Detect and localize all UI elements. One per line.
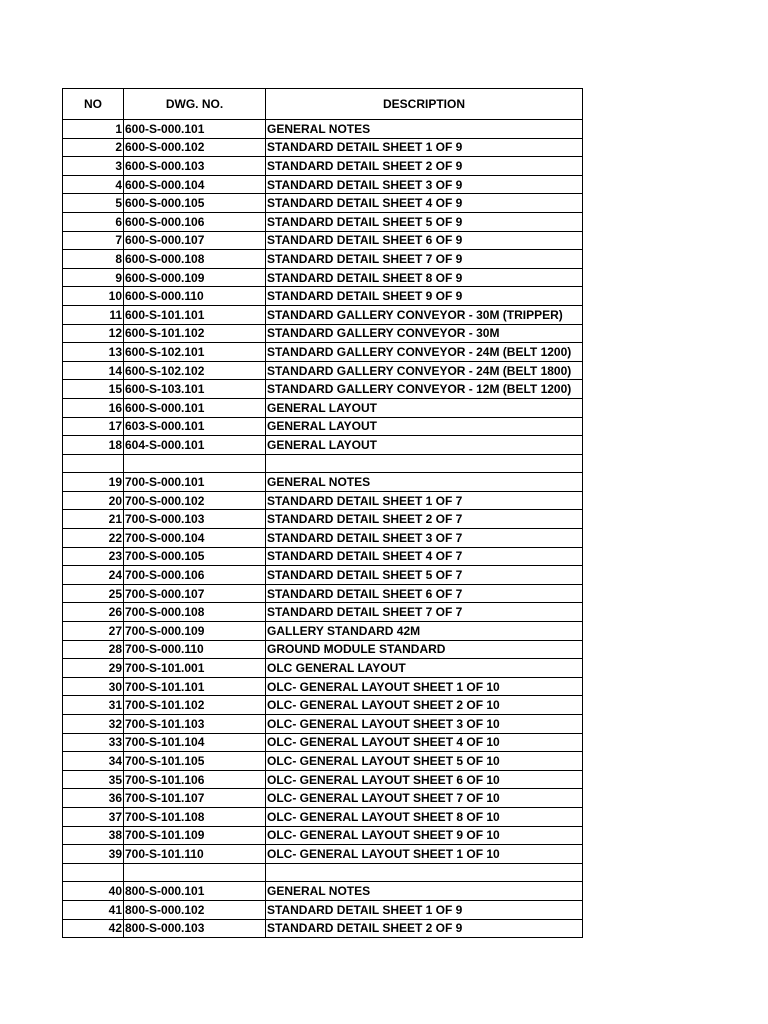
header-description: DESCRIPTION bbox=[266, 89, 583, 120]
table-row bbox=[63, 491, 583, 510]
drawing-description: STANDARD GALLERY CONVEYOR - 12M (BELT 1200) bbox=[266, 380, 583, 399]
drawing-number: 700-S-101.103 bbox=[124, 715, 266, 734]
drawing-description: STANDARD DETAIL SHEET 5 OF 9 bbox=[266, 212, 583, 231]
drawing-description: STANDARD DETAIL SHEET 1 OF 9 bbox=[266, 900, 583, 919]
drawing-number: 600-S-000.102 bbox=[124, 138, 266, 157]
drawing-description: STANDARD DETAIL SHEET 3 OF 9 bbox=[266, 175, 583, 194]
table-row bbox=[63, 398, 583, 417]
table-row bbox=[63, 324, 583, 343]
table-row bbox=[63, 473, 583, 492]
drawing-number: 600-S-000.107 bbox=[124, 231, 266, 250]
drawing-number: 600-S-000.109 bbox=[124, 268, 266, 287]
drawing-description: OLC- GENERAL LAYOUT SHEET 9 OF 10 bbox=[266, 826, 583, 845]
row-number: 9 bbox=[63, 268, 124, 287]
drawing-number: 600-S-101.102 bbox=[124, 324, 266, 343]
row-number: 8 bbox=[63, 250, 124, 269]
table-row bbox=[63, 120, 583, 139]
row-number: 30 bbox=[63, 677, 124, 696]
table-row bbox=[63, 715, 583, 734]
table-row bbox=[63, 622, 583, 641]
drawing-number: 700-S-000.104 bbox=[124, 529, 266, 548]
drawing-description: STANDARD DETAIL SHEET 8 OF 9 bbox=[266, 268, 583, 287]
drawing-number bbox=[124, 863, 266, 882]
drawing-description: GENERAL LAYOUT bbox=[266, 417, 583, 436]
row-number: 37 bbox=[63, 807, 124, 826]
drawing-description: OLC- GENERAL LAYOUT SHEET 3 OF 10 bbox=[266, 715, 583, 734]
drawing-description: STANDARD GALLERY CONVEYOR - 24M (BELT 1800) bbox=[266, 361, 583, 380]
drawing-number bbox=[124, 454, 266, 473]
row-number: 1 bbox=[63, 120, 124, 139]
table-row bbox=[63, 231, 583, 250]
row-number: 11 bbox=[63, 305, 124, 324]
table-row bbox=[63, 770, 583, 789]
drawing-description: GENERAL NOTES bbox=[266, 473, 583, 492]
drawing-number: 700-S-101.110 bbox=[124, 845, 266, 864]
drawing-description bbox=[266, 454, 583, 473]
drawing-description: GENERAL NOTES bbox=[266, 120, 583, 139]
row-number: 26 bbox=[63, 603, 124, 622]
table-row bbox=[63, 882, 583, 901]
row-number: 10 bbox=[63, 287, 124, 306]
drawing-number: 600-S-000.110 bbox=[124, 287, 266, 306]
table-row bbox=[63, 250, 583, 269]
table-row bbox=[63, 175, 583, 194]
table-row bbox=[63, 194, 583, 213]
table-row bbox=[63, 696, 583, 715]
drawing-description: GENERAL NOTES bbox=[266, 882, 583, 901]
drawing-list-table bbox=[62, 88, 583, 938]
drawing-description: OLC- GENERAL LAYOUT SHEET 2 OF 10 bbox=[266, 696, 583, 715]
drawing-number: 700-S-000.107 bbox=[124, 584, 266, 603]
row-number: 39 bbox=[63, 845, 124, 864]
drawing-number: 700-S-000.102 bbox=[124, 491, 266, 510]
table-row bbox=[63, 584, 583, 603]
row-number: 38 bbox=[63, 826, 124, 845]
row-number: 19 bbox=[63, 473, 124, 492]
header-no: NO bbox=[63, 89, 124, 120]
table-row bbox=[63, 361, 583, 380]
drawing-description bbox=[266, 863, 583, 882]
table-row bbox=[63, 212, 583, 231]
drawing-description: OLC- GENERAL LAYOUT SHEET 8 OF 10 bbox=[266, 807, 583, 826]
header-row bbox=[63, 89, 583, 120]
table-row bbox=[63, 138, 583, 157]
row-number: 14 bbox=[63, 361, 124, 380]
drawing-description: STANDARD DETAIL SHEET 7 OF 9 bbox=[266, 250, 583, 269]
drawing-number: 700-S-000.103 bbox=[124, 510, 266, 529]
row-number: 21 bbox=[63, 510, 124, 529]
drawing-number: 700-S-101.109 bbox=[124, 826, 266, 845]
drawing-number: 700-S-101.106 bbox=[124, 770, 266, 789]
header-dwg-no: DWG. NO. bbox=[124, 89, 266, 120]
row-number: 22 bbox=[63, 529, 124, 548]
drawing-description: STANDARD DETAIL SHEET 1 OF 9 bbox=[266, 138, 583, 157]
drawing-description: STANDARD DETAIL SHEET 4 OF 7 bbox=[266, 547, 583, 566]
drawing-description: GENERAL LAYOUT bbox=[266, 398, 583, 417]
drawing-description: GROUND MODULE STANDARD bbox=[266, 640, 583, 659]
table-row bbox=[63, 510, 583, 529]
table-row bbox=[63, 863, 583, 882]
row-number: 41 bbox=[63, 900, 124, 919]
table-row bbox=[63, 380, 583, 399]
row-number: 33 bbox=[63, 733, 124, 752]
drawing-number: 600-S-000.104 bbox=[124, 175, 266, 194]
drawing-number: 700-S-101.001 bbox=[124, 659, 266, 678]
row-number: 12 bbox=[63, 324, 124, 343]
drawing-description: OLC- GENERAL LAYOUT SHEET 1 OF 10 bbox=[266, 845, 583, 864]
drawing-number: 700-S-101.108 bbox=[124, 807, 266, 826]
table-row bbox=[63, 733, 583, 752]
row-number: 3 bbox=[63, 157, 124, 176]
drawing-description: STANDARD DETAIL SHEET 5 OF 7 bbox=[266, 566, 583, 585]
table-row bbox=[63, 900, 583, 919]
row-number: 4 bbox=[63, 175, 124, 194]
row-number: 27 bbox=[63, 622, 124, 641]
drawing-description: STANDARD DETAIL SHEET 7 OF 7 bbox=[266, 603, 583, 622]
drawing-number: 700-S-000.101 bbox=[124, 473, 266, 492]
row-number: 34 bbox=[63, 752, 124, 771]
row-number: 42 bbox=[63, 919, 124, 938]
table-row bbox=[63, 305, 583, 324]
drawing-number: 600-S-000.106 bbox=[124, 212, 266, 231]
drawing-number: 700-S-101.105 bbox=[124, 752, 266, 771]
row-number: 32 bbox=[63, 715, 124, 734]
row-number: 35 bbox=[63, 770, 124, 789]
row-number: 7 bbox=[63, 231, 124, 250]
table-row bbox=[63, 268, 583, 287]
row-number: 6 bbox=[63, 212, 124, 231]
row-number bbox=[63, 863, 124, 882]
table-row bbox=[63, 343, 583, 362]
row-number: 5 bbox=[63, 194, 124, 213]
row-number: 20 bbox=[63, 491, 124, 510]
row-number: 13 bbox=[63, 343, 124, 362]
table-header bbox=[63, 89, 583, 120]
drawing-description: STANDARD DETAIL SHEET 1 OF 7 bbox=[266, 491, 583, 510]
drawing-description: STANDARD DETAIL SHEET 2 OF 9 bbox=[266, 157, 583, 176]
table-row bbox=[63, 603, 583, 622]
drawing-number: 700-S-000.105 bbox=[124, 547, 266, 566]
row-number: 28 bbox=[63, 640, 124, 659]
drawing-number: 800-S-000.103 bbox=[124, 919, 266, 938]
row-number: 31 bbox=[63, 696, 124, 715]
table-row bbox=[63, 919, 583, 938]
drawing-number: 800-S-000.102 bbox=[124, 900, 266, 919]
drawing-number: 600-S-000.105 bbox=[124, 194, 266, 213]
table-row bbox=[63, 845, 583, 864]
drawing-number: 700-S-000.108 bbox=[124, 603, 266, 622]
row-number: 17 bbox=[63, 417, 124, 436]
table-row bbox=[63, 752, 583, 771]
drawing-number: 600-S-000.101 bbox=[124, 398, 266, 417]
drawing-description: STANDARD DETAIL SHEET 2 OF 9 bbox=[266, 919, 583, 938]
table-row bbox=[63, 640, 583, 659]
drawing-description: OLC- GENERAL LAYOUT SHEET 4 OF 10 bbox=[266, 733, 583, 752]
table-row bbox=[63, 287, 583, 306]
row-number: 36 bbox=[63, 789, 124, 808]
table-row bbox=[63, 417, 583, 436]
table-body bbox=[63, 120, 583, 938]
drawing-description: STANDARD DETAIL SHEET 3 OF 7 bbox=[266, 529, 583, 548]
row-number: 24 bbox=[63, 566, 124, 585]
drawing-description: GENERAL LAYOUT bbox=[266, 436, 583, 455]
row-number: 2 bbox=[63, 138, 124, 157]
drawing-description: STANDARD DETAIL SHEET 6 OF 9 bbox=[266, 231, 583, 250]
drawing-description: STANDARD GALLERY CONVEYOR - 30M (TRIPPER) bbox=[266, 305, 583, 324]
table-row bbox=[63, 826, 583, 845]
row-number: 16 bbox=[63, 398, 124, 417]
drawing-description: OLC- GENERAL LAYOUT SHEET 6 OF 10 bbox=[266, 770, 583, 789]
row-number: 15 bbox=[63, 380, 124, 399]
drawing-description: STANDARD DETAIL SHEET 9 OF 9 bbox=[266, 287, 583, 306]
table-row bbox=[63, 529, 583, 548]
drawing-number: 600-S-102.102 bbox=[124, 361, 266, 380]
drawing-number: 600-S-103.101 bbox=[124, 380, 266, 399]
drawing-number: 700-S-101.102 bbox=[124, 696, 266, 715]
drawing-description: STANDARD DETAIL SHEET 6 OF 7 bbox=[266, 584, 583, 603]
row-number: 40 bbox=[63, 882, 124, 901]
drawing-description: OLC- GENERAL LAYOUT SHEET 7 OF 10 bbox=[266, 789, 583, 808]
drawing-number: 600-S-000.103 bbox=[124, 157, 266, 176]
drawing-description: OLC- GENERAL LAYOUT SHEET 1 OF 10 bbox=[266, 677, 583, 696]
drawing-number: 700-S-101.104 bbox=[124, 733, 266, 752]
drawing-description: OLC GENERAL LAYOUT bbox=[266, 659, 583, 678]
table-row bbox=[63, 454, 583, 473]
row-number: 18 bbox=[63, 436, 124, 455]
drawing-description: STANDARD GALLERY CONVEYOR - 30M bbox=[266, 324, 583, 343]
table-row bbox=[63, 677, 583, 696]
drawing-number: 600-S-000.108 bbox=[124, 250, 266, 269]
drawing-number: 700-S-101.107 bbox=[124, 789, 266, 808]
drawing-description: GALLERY STANDARD 42M bbox=[266, 622, 583, 641]
table-row bbox=[63, 547, 583, 566]
drawing-number: 800-S-000.101 bbox=[124, 882, 266, 901]
table-row bbox=[63, 157, 583, 176]
row-number: 23 bbox=[63, 547, 124, 566]
drawing-number: 700-S-000.109 bbox=[124, 622, 266, 641]
table-row bbox=[63, 807, 583, 826]
drawing-number: 700-S-000.110 bbox=[124, 640, 266, 659]
table-row bbox=[63, 659, 583, 678]
drawing-number: 603-S-000.101 bbox=[124, 417, 266, 436]
drawing-description: OLC- GENERAL LAYOUT SHEET 5 OF 10 bbox=[266, 752, 583, 771]
drawing-number: 604-S-000.101 bbox=[124, 436, 266, 455]
drawing-description: STANDARD DETAIL SHEET 4 OF 9 bbox=[266, 194, 583, 213]
table-row bbox=[63, 436, 583, 455]
drawing-description: STANDARD DETAIL SHEET 2 OF 7 bbox=[266, 510, 583, 529]
table-row bbox=[63, 789, 583, 808]
drawing-description: STANDARD GALLERY CONVEYOR - 24M (BELT 1200) bbox=[266, 343, 583, 362]
row-number bbox=[63, 454, 124, 473]
drawing-number: 600-S-000.101 bbox=[124, 120, 266, 139]
drawing-number: 700-S-101.101 bbox=[124, 677, 266, 696]
row-number: 25 bbox=[63, 584, 124, 603]
drawing-number: 600-S-101.101 bbox=[124, 305, 266, 324]
table-row bbox=[63, 566, 583, 585]
drawing-number: 700-S-000.106 bbox=[124, 566, 266, 585]
row-number: 29 bbox=[63, 659, 124, 678]
drawing-number: 600-S-102.101 bbox=[124, 343, 266, 362]
